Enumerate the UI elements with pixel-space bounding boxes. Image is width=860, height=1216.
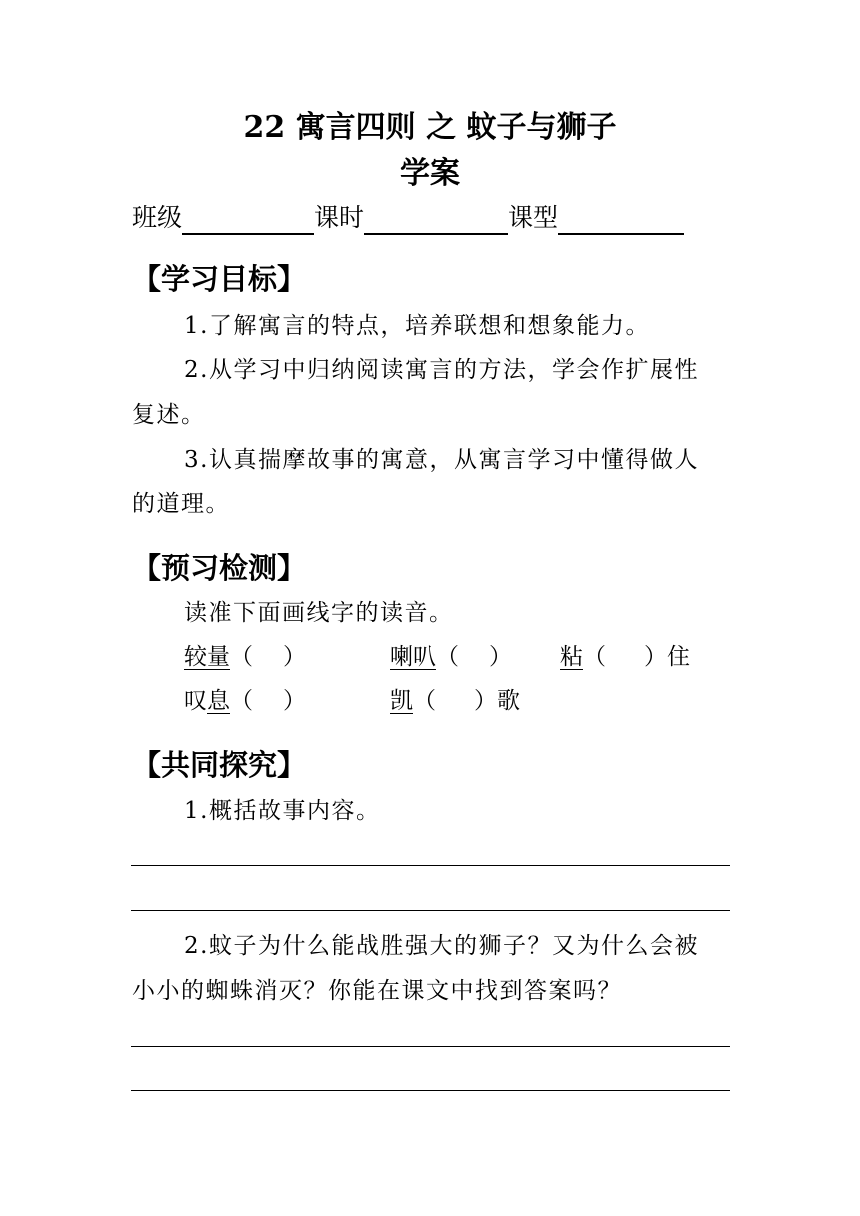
answer-line[interactable] [131, 865, 730, 866]
pinyin-item-3: 粘（ ）住 [560, 644, 690, 670]
lesson-time-label: 课时 [314, 203, 365, 232]
preview-heading: 【预习检测】 [132, 551, 307, 585]
objective-item-2-line-2: 复述。 [132, 402, 206, 428]
preview-instruction: 读准下面画线字的读音。 [184, 600, 454, 626]
header-fields [132, 201, 684, 235]
pinyin-item-5: 凯（ ）歌 [390, 688, 520, 714]
underlined-word: 粘 [560, 644, 583, 670]
explore-question-1: 1.概括故事内容。 [184, 798, 381, 824]
worksheet-subtitle: 学案 [400, 156, 460, 191]
worksheet-title: 22 寓言四则 之 蚊子与狮子 [243, 110, 617, 145]
pinyin-item-2: 喇叭（ ） [390, 644, 512, 670]
answer-line[interactable] [131, 1090, 730, 1091]
objective-item-3-line-1: 3.认真揣摩故事的寓意，从寓言学习中懂得做人 [184, 447, 699, 473]
explore-question-2-line-2: 小小的蜘蛛消灭？你能在课文中找到答案吗？ [132, 978, 622, 1004]
class-blank[interactable] [182, 203, 314, 235]
objective-item-2-line-1: 2.从学习中归纳阅读寓言的方法，学会作扩展性 [184, 357, 699, 383]
class-label: 班级 [132, 203, 183, 232]
explore-heading: 【共同探究】 [132, 748, 307, 782]
underlined-word: 较量 [184, 644, 230, 670]
answer-line[interactable] [131, 1046, 730, 1047]
lesson-type-blank[interactable] [558, 203, 684, 235]
underlined-word: 喇叭 [390, 644, 436, 670]
underlined-word: 凯 [390, 688, 413, 714]
objective-item-3-line-2: 的道理。 [132, 491, 230, 517]
objectives-heading: 【学习目标】 [132, 262, 307, 296]
lesson-time-blank[interactable] [364, 203, 508, 235]
underlined-word: 息 [207, 688, 230, 714]
lesson-type-label: 课型 [508, 203, 559, 232]
explore-question-2-line-1: 2.蚊子为什么能战胜强大的狮子？又为什么会被 [184, 933, 699, 959]
objective-item-1: 1.了解寓言的特点，培养联想和想象能力。 [184, 313, 650, 339]
pinyin-item-1: 较量（ ） [184, 644, 306, 670]
pinyin-item-4: 叹息（ ） [184, 688, 306, 714]
answer-line[interactable] [131, 910, 730, 911]
